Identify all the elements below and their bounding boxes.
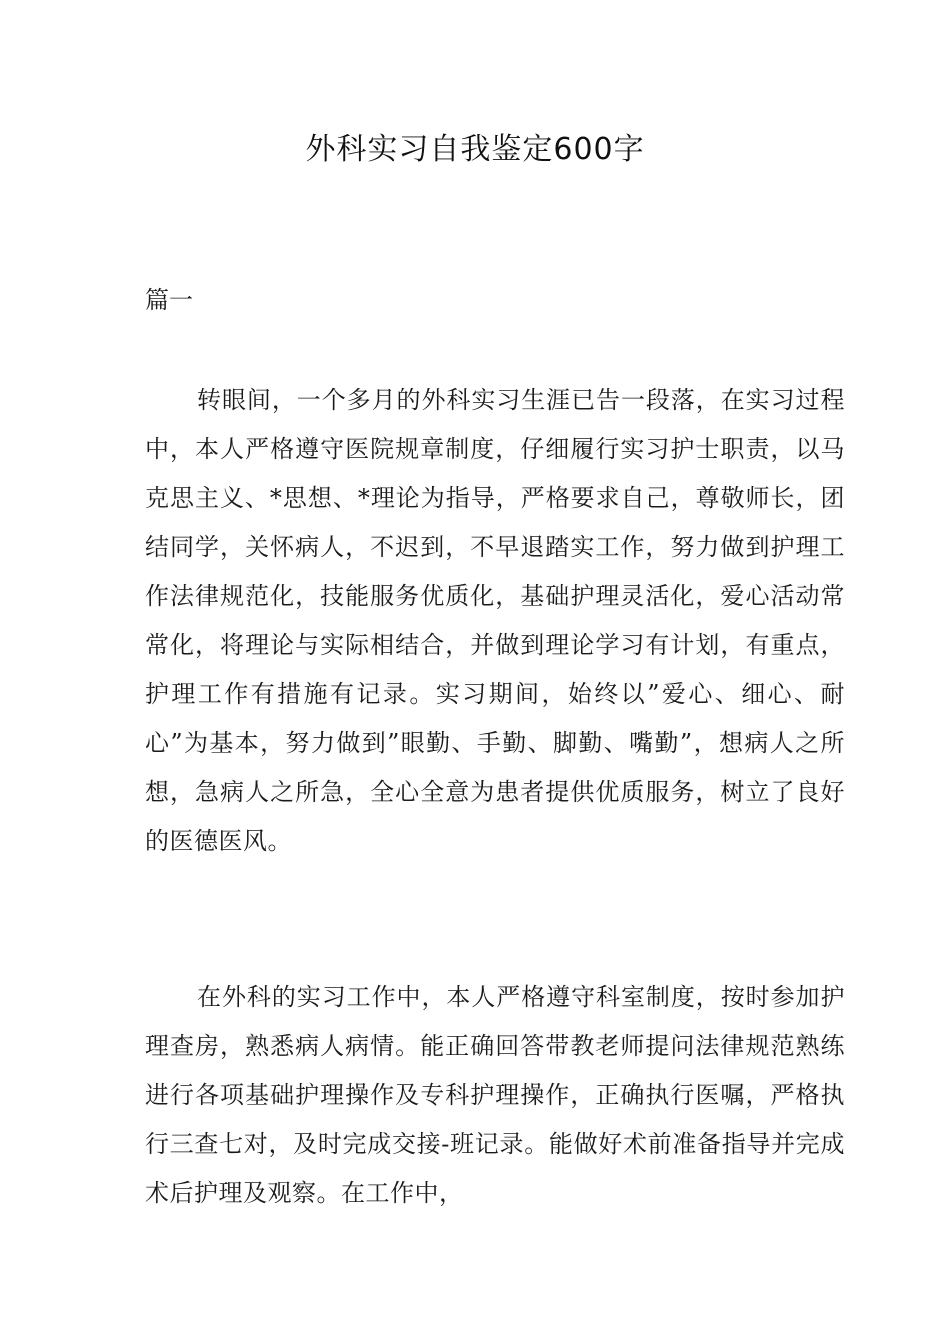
section-label: 篇一	[145, 286, 193, 314]
paragraph-1: 转眼间，一个多月的外科实习生涯已告一段落，在实习过程中，本人严格遵守医院规章制度，仔细履行实习护士职责，以马克思主义、*思想、*理论为指导，严格要求自己，尊敬师长，团结同学，关怀病人，不迟到，不早退踏实工作，努力做到护理工作法律规范化，技能服务优质化，基础护理灵活化，爱心活动常常化，将理论与实际相结合，并做到理论学习有计划，有重点，护理工作有措施有记录。实习期间，始终以”爱心、细心、耐心”为基本，努力做到”眼勤、手勤、脚勤、嘴勤”，想病人之所想，急病人之所急，全心全意为患者提供优质服务，树立了良好的医德医风。	[145, 386, 845, 855]
paragraph-2: 在外科的实习工作中，本人严格遵守科室制度，按时参加护理查房，熟悉病人病情。能正确回答带教老师提问法律规范熟练进行各项基础护理操作及专科护理操作，正确执行医嘱，严格执行三查七对，及时完成交接-班记录。能做好术前准备指导并完成术后护理及观察。在工作中，	[145, 983, 845, 1207]
document-title: 外科实习自我鉴定600字	[305, 132, 645, 167]
